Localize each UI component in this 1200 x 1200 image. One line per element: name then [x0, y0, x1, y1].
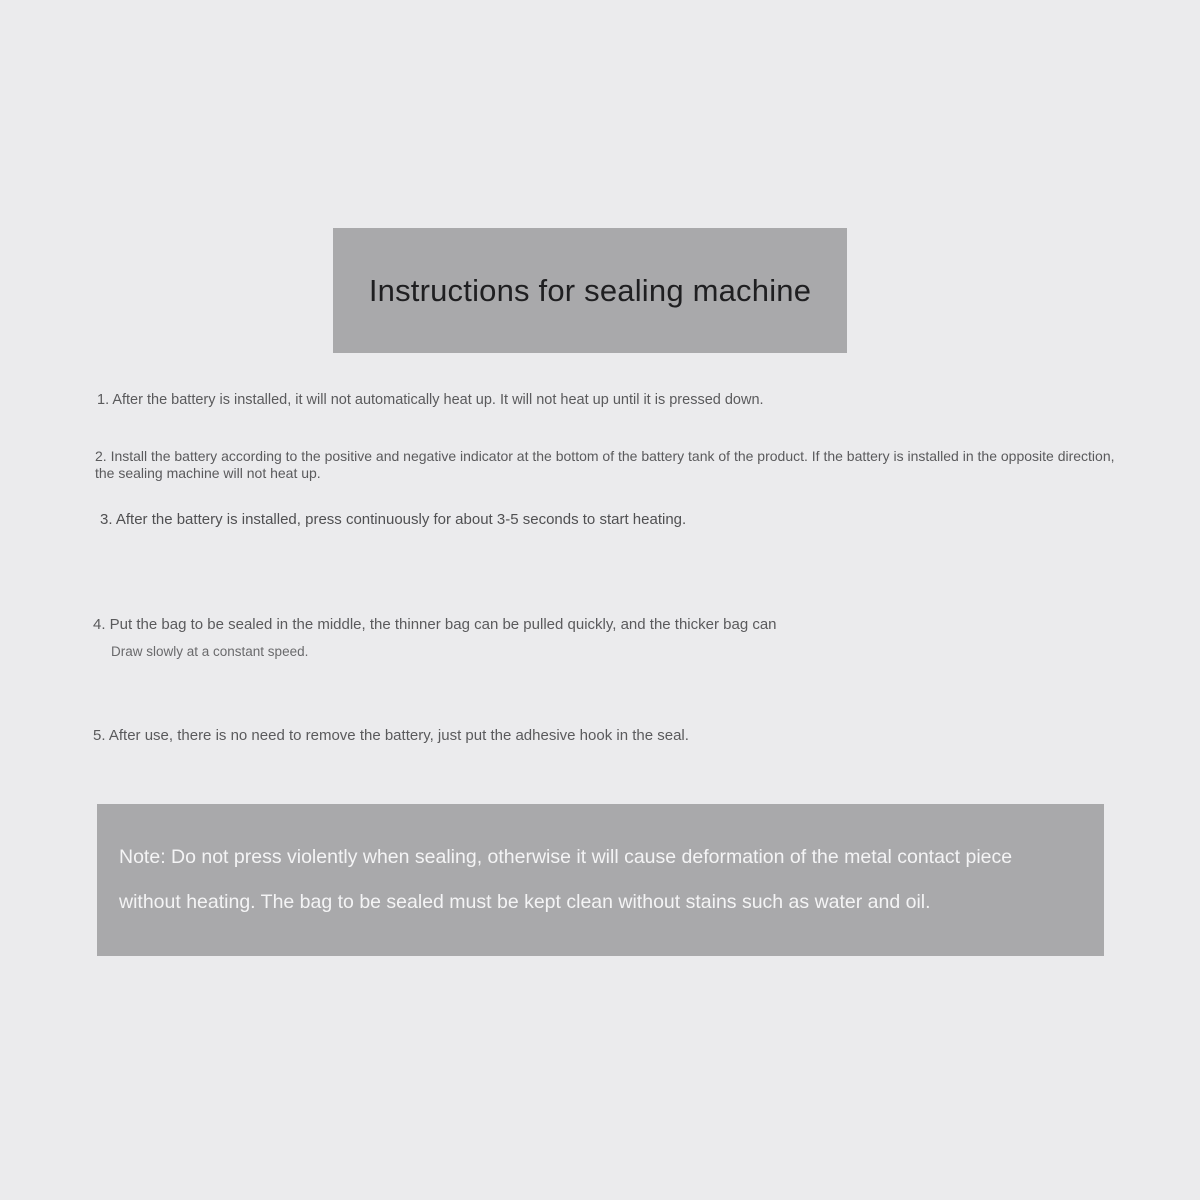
instruction-step-5: 5. After use, there is no need to remove the battery, just put the adhesive hook in the seal.	[93, 727, 689, 744]
instruction-step-2: 2. Install the battery according to the positive and negative indicator at the bottom of the battery tank of the product. If the battery is installed in the opposite direction, the sealing machine will not heat up.	[95, 448, 1115, 481]
note-banner	[97, 804, 1104, 956]
instruction-step-3: 3. After the battery is installed, press continuously for about 3-5 seconds to start heating.	[100, 511, 687, 528]
note-text-line-1: Note: Do not press violently when sealing, otherwise it will cause deformation of the metal contact piece	[119, 846, 1013, 868]
note-text-line-2: without heating. The bag to be sealed must be kept clean without stains such as water and oil.	[119, 891, 931, 913]
page-title: Instructions for sealing machine	[368, 272, 812, 308]
instruction-step-1: 1. After the battery is installed, it will not automatically heat up. It will not heat up until it is pressed down.	[97, 392, 764, 408]
instruction-step-4-continued: Draw slowly at a constant speed.	[111, 644, 309, 659]
title-banner	[333, 228, 847, 353]
instruction-step-4: 4. Put the bag to be sealed in the middle, the thinner bag can be pulled quickly, and the thicker bag can	[93, 616, 777, 633]
